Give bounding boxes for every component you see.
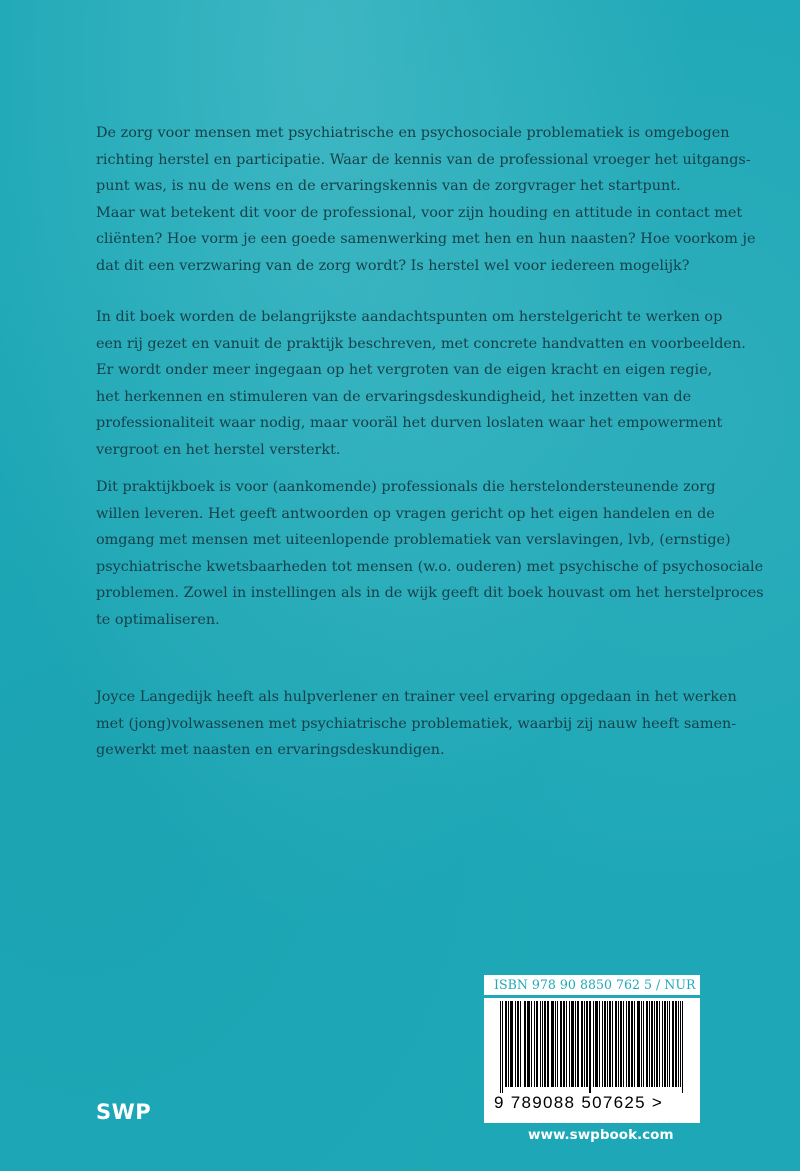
barcode-bar	[597, 1001, 598, 1087]
barcode-bar	[534, 1001, 535, 1087]
barcode-bar	[547, 1001, 548, 1087]
isbn-label: ISBN 978 90 8850 762 5 / NUR 875	[494, 977, 724, 992]
text-line: professionaliteit waar nodig, maar vooräl het durven loslaten waar het empowerment	[96, 415, 723, 431]
barcode-bar	[639, 1001, 640, 1087]
barcode-bar	[616, 1001, 617, 1087]
barcode-bar	[524, 1001, 525, 1087]
barcode-bar	[527, 1001, 528, 1087]
barcode-bar	[553, 1001, 554, 1087]
barcode-bar	[596, 1001, 597, 1087]
barcode-bar	[589, 1001, 590, 1093]
blurb-paragraph-1	[96, 120, 756, 279]
barcode-bar	[599, 1001, 600, 1087]
barcode-bar	[669, 1001, 670, 1087]
text-line: Dit praktijkboek is voor (aankomende) professionals die herstelondersteunende zorg	[96, 479, 716, 495]
text-line: richting herstel en participatie. Waar de kennis van de professional vroeger het uitgangs-	[96, 151, 751, 168]
barcode-bar	[560, 1001, 561, 1087]
barcode-bar	[537, 1001, 538, 1087]
barcode-bar	[551, 1001, 552, 1087]
barcode-bar	[544, 1001, 545, 1087]
barcode-bar	[626, 1001, 627, 1087]
isbn-divider	[484, 995, 700, 998]
barcode-bar	[609, 1001, 610, 1087]
barcode-bar	[586, 1001, 587, 1087]
text-line: dat dit een verzwaring van de zorg wordt? Is herstel wel voor iedereen mogelijk?	[96, 257, 690, 274]
text-line: cliënten? Hoe vorm je een goede samenwerking met hen en hun naasten? Hoe voorkom je	[96, 231, 756, 247]
barcode-bar	[529, 1001, 530, 1087]
barcode-bar	[647, 1001, 648, 1087]
barcode-bar	[678, 1001, 679, 1087]
barcode-bar	[561, 1001, 562, 1087]
text-line: gewerkt met naasten en ervaringsdeskundigen.	[96, 742, 445, 758]
barcode-icon	[500, 1001, 684, 1093]
barcode-bar	[540, 1001, 541, 1087]
barcode-bar	[517, 1001, 518, 1087]
barcode-bar	[502, 1001, 503, 1093]
barcode-bar	[620, 1001, 621, 1087]
barcode-bar	[506, 1001, 507, 1087]
barcode-bar	[604, 1001, 605, 1087]
barcode-bar	[646, 1001, 647, 1087]
barcode-bar	[518, 1001, 519, 1087]
barcode-bar	[667, 1001, 668, 1087]
text-line: het herkennen en stimuleren van de ervaringsdeskundigheid, het inzetten van de	[96, 388, 692, 405]
barcode-bar	[584, 1001, 585, 1087]
barcode-bar	[569, 1001, 570, 1087]
text-line: willen leveren. Het geeft antwoorden op vragen gericht op het eigen handelen en de	[96, 505, 715, 522]
barcode-bar	[680, 1001, 681, 1087]
blurb-paragraph-3	[96, 474, 764, 633]
swp-logo: SWP	[96, 1100, 152, 1124]
barcode-bar	[552, 1001, 553, 1087]
barcode-bar	[536, 1001, 537, 1087]
barcode-bar	[607, 1001, 608, 1087]
barcode-bar	[508, 1001, 509, 1087]
text-line: vergroot en het herstel versterkt.	[96, 441, 341, 458]
text-line: In dit boek worden de belangrijkste aandachtspunten om herstelgericht te werken op	[96, 309, 723, 325]
barcode-bar	[572, 1001, 573, 1087]
barcode-bar	[566, 1001, 567, 1087]
barcode-bar	[662, 1001, 663, 1087]
barcode-digits: 9 789088 507625 >	[494, 1093, 664, 1112]
barcode-bar	[545, 1001, 546, 1087]
barcode-bar	[577, 1001, 578, 1087]
barcode-bar	[542, 1001, 543, 1087]
barcode-bar	[515, 1001, 516, 1087]
barcode-bar	[610, 1001, 611, 1087]
barcode-bar	[649, 1001, 650, 1087]
barcode-bar	[531, 1001, 532, 1087]
barcode-bar	[654, 1001, 655, 1087]
barcode-bar	[672, 1001, 673, 1087]
barcode-bar	[637, 1001, 638, 1087]
barcode-bar	[602, 1001, 603, 1087]
barcode-bar	[657, 1001, 658, 1087]
barcode-bar	[555, 1001, 556, 1087]
barcode-bar	[659, 1001, 660, 1087]
barcode-bar	[548, 1001, 549, 1087]
text-line: te optimaliseren.	[96, 611, 220, 628]
barcode-bar	[632, 1001, 633, 1087]
barcode-bar	[520, 1001, 521, 1087]
barcode-bar	[682, 1001, 683, 1093]
barcode-bar	[623, 1001, 624, 1087]
text-line: psychiatrische kwetsbaarheden tot mensen (w.o. ouderen) met psychische of psychosociale	[96, 558, 764, 575]
barcode-bar	[582, 1001, 583, 1087]
barcode-bar	[615, 1001, 616, 1087]
barcode-bar	[564, 1001, 565, 1087]
barcode-bar	[641, 1001, 642, 1087]
barcode-bar	[593, 1001, 594, 1087]
blurb-paragraph-2	[96, 304, 746, 463]
barcode-bar	[581, 1001, 582, 1087]
barcode-bar	[643, 1001, 644, 1087]
barcode-bar	[665, 1001, 666, 1087]
text-line: problemen. Zowel in instellingen als in de wijk geeft dit boek houvast om het herstelproces	[96, 585, 764, 601]
barcode-bar	[656, 1001, 657, 1087]
barcode-bar	[675, 1001, 676, 1087]
barcode-bar	[612, 1001, 613, 1087]
text-line: punt was, is nu de wens en de ervaringskennis van de zorgvrager het startpunt.	[96, 178, 681, 194]
isbn-barcode-box	[484, 975, 724, 1123]
barcode-bar	[621, 1001, 622, 1087]
barcode-bar	[673, 1001, 674, 1087]
text-line: omgang met mensen met uiteenlopende problematiek van verslavingen, lvb, (ernstige)	[96, 532, 731, 548]
barcode-bar	[557, 1001, 558, 1087]
barcode-bar	[595, 1001, 596, 1087]
barcode-bar	[652, 1001, 653, 1087]
text-line: De zorg voor mensen met psychiatrische en psychosociale problematiek is omgebogen	[96, 125, 730, 141]
barcode-bar	[587, 1001, 588, 1087]
text-line: Maar wat betekent dit voor de professional, voor zijn houding en attitude in contact met	[96, 204, 743, 221]
barcode-bar	[651, 1001, 652, 1087]
barcode-bar	[605, 1001, 606, 1087]
barcode-bar	[590, 1001, 591, 1093]
barcode-bar	[676, 1001, 677, 1087]
barcode-bar	[512, 1001, 513, 1087]
text-line: met (jong)volwassenen met psychiatrische problematiek, waarbij zij nauw heeft samen-	[96, 715, 737, 732]
text-line: Joyce Langedijk heeft als hulpverlener en trainer veel ervaring opgedaan in het werken	[96, 689, 737, 705]
barcode-bar	[631, 1001, 632, 1087]
barcode-bar	[525, 1001, 526, 1087]
barcode-bar	[618, 1001, 619, 1087]
barcode-bar	[578, 1001, 579, 1087]
barcode-bar	[505, 1001, 506, 1087]
text-line: Er wordt onder meer ingegaan op het vergroten van de eigen kracht en eigen regie,	[96, 362, 713, 378]
barcode-bar	[575, 1001, 576, 1087]
barcode-bar	[511, 1001, 512, 1087]
barcode-bar	[628, 1001, 629, 1087]
barcode-bar	[510, 1001, 511, 1087]
text-line: een rij gezet en vanuit de praktijk beschreven, met concrete handvatten en voorbeelden.	[96, 335, 746, 352]
barcode-bar	[571, 1001, 572, 1087]
barcode-bar	[573, 1001, 574, 1087]
barcode-bar	[629, 1001, 630, 1087]
barcode-bar	[634, 1001, 635, 1087]
author-bio	[96, 684, 736, 764]
barcode-bar	[664, 1001, 665, 1087]
barcode-bar	[563, 1001, 564, 1087]
publisher-website: www.swpbook.com	[528, 1127, 674, 1143]
barcode-bar	[638, 1001, 639, 1087]
barcode-bar	[500, 1001, 501, 1093]
barcode-bar	[528, 1001, 529, 1087]
